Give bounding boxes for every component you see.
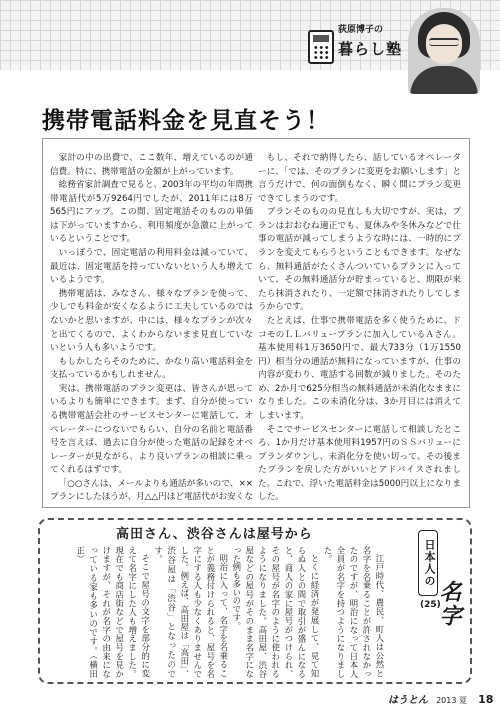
article-paragraph: 総務省家計調査で見ると、2003年の平均の年間携帯電話代が5万9264円でしたが、2011年には8万565円にアップ。この間、固定電話そのものの単価は下がっていますから、利用頻度が急激に上がっているということです。 [50,180,253,245]
article-paragraph: たとえば、仕事で携帯電話を多く使うために、ドコモのＬＬバリュープランに加入しているＡさん。基本使用料1万3650円で、最大733分（1万1550円）相当分の通話が無料になっていますが、仕事の内容が変わり、電話する回数が減りました。そのため、2か月で625分相当の無料通話が未消化なままになりました。この未消化分は、3か月目には消えてしまいます。 [258,315,461,421]
article-right-column [258,152,461,504]
calculator-keys [313,45,329,60]
article-paragraph: いっぽうで、固定電話の利用料金は減っていて、最近は、固定電話を持っていないという人も増えているようです。 [50,248,253,286]
surname-column-body [56,546,386,678]
article-paragraph: もし、それで納得したら、話しているオペレーターに、「では、そのプランに変更をお願いします」と言うだけで、何の面倒もなく、瞬く間にプラン変更できてしまうのです。 [258,153,461,204]
article-paragraph: 携帯電話は、みなさん、様々なプランを使って、少しでも料金が安くなるように工夫しているのではないかと思いますが、中には、様々なプランが次々と出てくるので、よくわからないまま見直していないという人も多いようです。 [50,288,253,354]
series-badge-number: (25) [420,600,441,610]
calculator-icon [308,30,334,64]
surname-series-badge [414,528,462,678]
surname-column-title: 高田さん、渋谷さんは屋号から [116,527,313,542]
article-paragraph: 「○○さんは、メールよりも通話が多いので、××プランにしたほうが、月△△円ほど電話代がお安くな [50,478,253,503]
article-paragraph: プランそのものの見直しも大切ですが、実は、プランはおおむね適正でも、夏休みや冬休みなどで仕事の電話が減ってしまうような時には、一時的にプランを変えてもらうということもできます。なぜなら、無料通話がたくさんついているプランに入っていて、その無料通話分が貯まっていると、期限が来たら抹消されたり、一定額で抹消されたりしてしまうからです。 [258,207,461,313]
series-badge-title: 名字 [436,580,462,628]
article-paragraph: そこでサービスセンターに電話して相談したところ、1か月だけ基本使用料1957円のＳＳバリューにプランダウンし、未消化分を使い切って、その後またプランを戻した方がいいとアドバイスされました。これで、浮いた電話料金は5000円以上になりました。 [258,424,461,503]
column-paragraph: 江戸時代、農民、町人は公然と名字を名乗ることが許されなかったのですが、明治になって日本人全員が名字を持つようになりました。 [322,546,385,678]
calculator-screen [313,35,329,42]
portrait-glasses [429,38,459,46]
magazine-name: はうとん [388,695,428,706]
series-logo [308,16,408,72]
series-author: 荻原博子の [338,25,384,35]
series-badge-label: 日本人の [418,530,438,596]
page-footer [388,688,494,706]
series-title: 暮らし塾 [338,40,403,58]
column-paragraph: 明治に入って、名字を名乗ることが義務付けられると、屋号を名字にする人も少なくありませんでした。例えば、高田屋は「高田」、渋谷屋は「渋谷」となったのです。 [153,546,229,678]
issue-label: 2013 夏 [436,696,467,705]
article-headline: 携帯電話料金を見直そう！ [42,108,330,134]
article-paragraph: 実は、携帯電話のプラン変更は、皆さんが思っているよりも簡単にできます。まず、自分が使っている携帯電話会社のサービスセンターに電話して、オペレーターにつないでもらい、自分の名前と電話番号を言えば、過去に自分が使った電話の記録をオペレーターが見ながら、より良いプランの相談に乗ってくれるはずです。 [50,383,253,476]
article-left-column [50,152,253,504]
portrait-body [410,66,478,94]
article-paragraph: 家計の中の出費で、ここ数年、増えているのが通信費。特に、携帯電話の金額が上がっています。 [50,153,253,177]
page-number: 18 [478,693,494,706]
article-paragraph: もしかしたらそのために、かなり高い電話料金を支払っているかもしれません。 [50,356,253,381]
column-paragraph: とくに経済が発展して、見て知らぬ人との間で取引が盛んになると、商人の家に屋号がつけられ、その屋号が名字のように使われるようになりました。高田屋、渋谷屋などの屋号がそのまま名字になった例も多いのです。 [231,546,320,678]
column-paragraph: そこで屋号の文字を部分的に変えて名字にした人も増えました。現在でも商店街などで屋号を見かけますが、それが名字の由来になっている家も多いのです。（横田正） [75,546,151,678]
author-portrait [408,8,480,94]
